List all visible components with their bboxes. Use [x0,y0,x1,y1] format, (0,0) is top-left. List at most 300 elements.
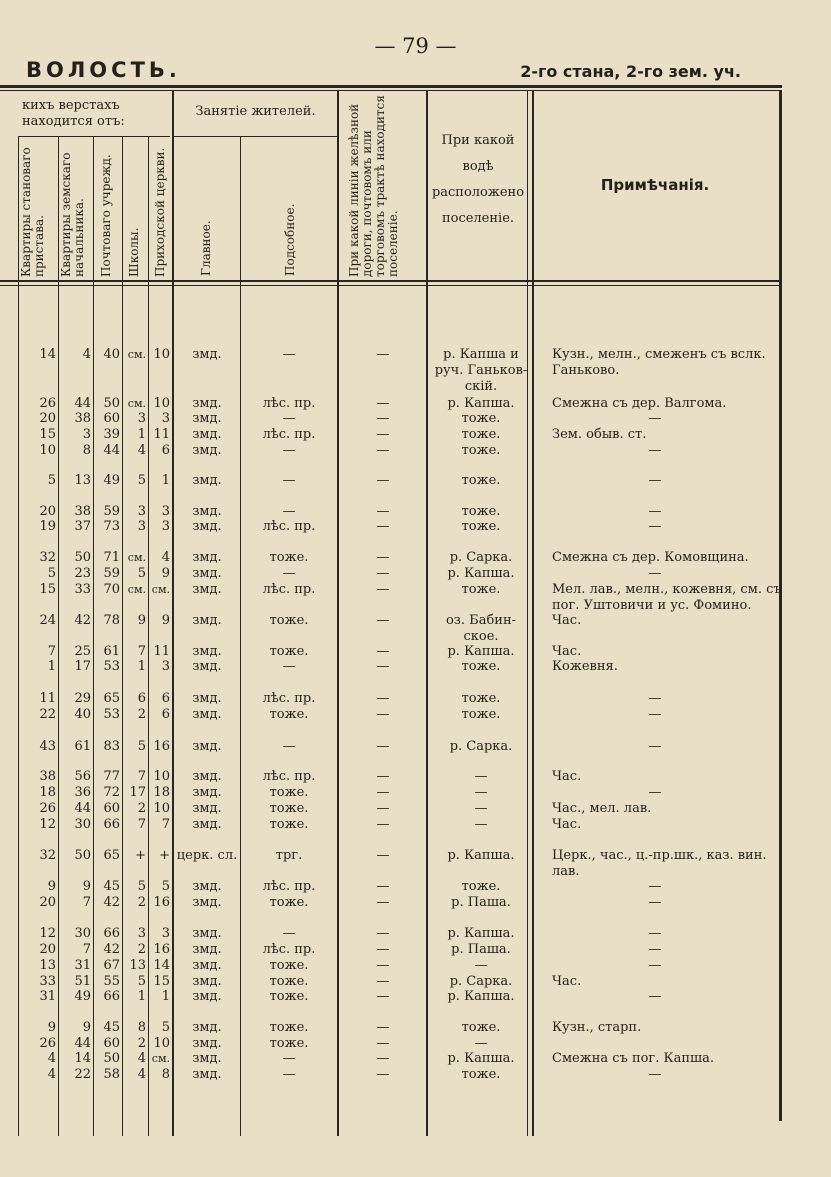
cell-road: — [376,1051,390,1066]
cell-note: — [648,566,662,581]
cell-aux-occupation: — [282,739,296,754]
cell-note: Час. [552,974,582,989]
cell-distance-1: 18 [39,785,56,800]
cell-aux-occupation: тоже. [269,785,309,800]
cell-distance-3: 66 [103,989,120,1004]
cell-main-occupation: змд. [192,707,222,722]
cell-distance-1: 12 [39,817,56,832]
header-col-notes: Примѣчанія. [600,176,710,194]
col-line [148,136,149,1136]
cell-distance-3: 65 [103,848,120,863]
cell-distance-4: 1 [137,659,146,674]
cell-road: — [376,566,390,581]
cell-distance-4: 2 [137,942,146,957]
cell-distance-2: 25 [74,644,91,659]
cell-distance-2: 44 [74,801,91,816]
cell-note: — [648,989,662,1004]
cell-distance-3: 50 [103,1051,120,1066]
cell-main-occupation: змд. [192,566,222,581]
cell-note: — [648,504,662,519]
cell-distance-5: 6 [161,691,170,706]
cell-main-occupation: змд. [192,989,222,1004]
cell-distance-2: 3 [82,427,91,442]
cell-distance-5: 5 [161,879,170,894]
cell-water: р. Капша. [447,926,515,941]
header-col-zemsky: Квартиры земскаго начальника. [59,152,86,277]
cell-distance-2: 8 [82,443,91,458]
cell-water: р. Капша. [447,989,515,1004]
cell-water: р. Капша. [447,848,515,863]
group-rule-occupation [172,136,337,137]
cell-aux-occupation: — [282,411,296,426]
cell-main-occupation: змд. [192,1036,222,1051]
cell-road: — [376,974,390,989]
cell-distance-1: 33 [39,974,56,989]
cell-distance-5: 6 [161,443,170,458]
header-col-church: Приходской церкви. [153,147,167,277]
cell-distance-3: 53 [103,707,120,722]
cell-distance-1: 10 [39,443,56,458]
cell-distance-3: 71 [103,550,120,565]
cell-aux-occupation: — [282,566,296,581]
cell-aux-occupation: — [282,347,296,362]
cell-distance-4: 3 [137,519,146,534]
cell-distance-5: 10 [153,1036,170,1051]
cell-note: — [648,895,662,910]
cell-road: — [376,644,390,659]
cell-distance-1: 15 [39,582,56,597]
col-line [532,91,534,1136]
header-bottom-rule-2 [0,285,782,286]
cell-water: тоже. [461,473,501,488]
cell-distance-3: 66 [103,926,120,941]
cell-distance-4: 7 [137,817,146,832]
cell-aux-occupation: тоже. [269,974,309,989]
cell-road: — [376,739,390,754]
cell-distance-2: 56 [74,769,91,784]
cell-road: — [376,989,390,1004]
cell-distance-4: см. [127,397,146,410]
cell-distance-5: 16 [153,895,170,910]
cell-distance-5: 9 [161,613,170,628]
cell-road: — [376,443,390,458]
cell-road: — [376,769,390,784]
cell-main-occupation: змд. [192,974,222,989]
cell-main-occupation: церк. сл. [176,848,238,863]
cell-distance-2: 22 [74,1067,91,1082]
cell-water: р. Сарка. [449,739,513,754]
cell-aux-occupation: тоже. [269,817,309,832]
cell-distance-2: 50 [74,550,91,565]
cell-water: р. Капша. [447,1051,515,1066]
cell-main-occupation: змд. [192,739,222,754]
cell-distance-2: 7 [82,942,91,957]
cell-aux-occupation: лѣс. пр. [262,519,316,534]
cell-road: — [376,519,390,534]
cell-aux-occupation: лѣс. пр. [262,427,316,442]
cell-water: — [474,801,488,816]
cell-main-occupation: змд. [192,396,222,411]
cell-note: Кузн., мелн., смеженъ съ вслк. Ганьково. [552,347,766,378]
cell-distance-2: 9 [82,1020,91,1035]
cell-distance-5: 1 [161,989,170,1004]
cell-distance-4: 8 [137,1020,146,1035]
cell-road: — [376,504,390,519]
cell-aux-occupation: тоже. [269,989,309,1004]
cell-distance-1: 20 [39,942,56,957]
cell-distance-2: 17 [74,659,91,674]
cell-distance-3: 45 [103,879,120,894]
cell-distance-5: см. [151,583,170,596]
cell-distance-1: 4 [47,1067,56,1082]
cell-main-occupation: змд. [192,504,222,519]
cell-distance-1: 1 [47,659,56,674]
cell-water: — [474,785,488,800]
cell-distance-1: 11 [39,691,56,706]
cell-road: — [376,926,390,941]
cell-distance-3: 42 [103,895,120,910]
cell-aux-occupation: трг. [275,848,303,863]
cell-distance-4: 5 [137,739,146,754]
cell-aux-occupation: тоже. [269,613,309,628]
cell-distance-4: 3 [137,926,146,941]
cell-main-occupation: змд. [192,926,222,941]
cell-distance-4: 2 [137,707,146,722]
header-right: 2-го стана, 2-го зем. уч. [520,62,741,81]
cell-note: — [648,958,662,973]
header-col-water: При какой водѣ расположено поселеніе. [431,133,525,226]
cell-aux-occupation: лѣс. пр. [262,942,316,957]
cell-distance-3: 50 [103,396,120,411]
cell-distance-1: 19 [39,519,56,534]
cell-road: — [376,396,390,411]
cell-distance-2: 9 [82,879,91,894]
cell-distance-4: + [135,848,146,863]
cell-water: тоже. [461,519,501,534]
cell-distance-3: 45 [103,1020,120,1035]
cell-water: тоже. [461,659,501,674]
cell-distance-3: 83 [103,739,120,754]
cell-road: — [376,817,390,832]
cell-water: тоже. [461,427,501,442]
cell-main-occupation: змд. [192,427,222,442]
cell-road: — [376,785,390,800]
cell-road: — [376,550,390,565]
cell-note: Кожевня. [552,659,618,674]
header-col-stanovoy: Квартиры становаго пристава. [19,147,46,277]
cell-distance-2: 29 [74,691,91,706]
cell-water: — [474,958,488,973]
col-line [93,136,94,1136]
cell-distance-2: 40 [74,707,91,722]
cell-note: Час., мел. лав. [552,801,652,816]
cell-water: тоже. [461,504,501,519]
cell-distance-4: 17 [129,785,146,800]
cell-distance-1: 26 [39,396,56,411]
cell-distance-5: 10 [153,801,170,816]
cell-distance-3: 67 [103,958,120,973]
cell-distance-5: 7 [161,817,170,832]
cell-distance-1: 12 [39,926,56,941]
cell-distance-4: 3 [137,504,146,519]
cell-distance-3: 73 [103,519,120,534]
cell-water: — [474,817,488,832]
cell-water: р. Паша. [451,942,511,957]
cell-note: — [648,411,662,426]
cell-aux-occupation: лѣс. пр. [262,769,316,784]
cell-aux-occupation: тоже. [269,895,309,910]
cell-note: Смежна съ пог. Капша. [552,1051,714,1066]
cell-aux-occupation: — [282,504,296,519]
cell-distance-2: 42 [74,613,91,628]
cell-aux-occupation: — [282,443,296,458]
cell-main-occupation: змд. [192,801,222,816]
cell-note: Смежна съ дер. Комовщина. [552,550,749,565]
cell-distance-5: 4 [161,550,170,565]
cell-main-occupation: змд. [192,613,222,628]
cell-distance-3: 59 [103,504,120,519]
cell-distance-1: 5 [47,473,56,488]
cell-distance-4: 5 [137,974,146,989]
cell-water: — [474,1036,488,1051]
cell-distance-4: 9 [137,613,146,628]
cell-distance-5: 10 [153,769,170,784]
col-line [240,136,241,1136]
cell-water: р. Капша. [447,566,515,581]
cell-distance-1: 22 [39,707,56,722]
cell-note: Кузн., старп. [552,1020,642,1035]
cell-distance-1: 5 [47,566,56,581]
cell-main-occupation: змд. [192,958,222,973]
top-rule-thick [0,85,782,88]
cell-distance-5: 5 [161,1020,170,1035]
cell-main-occupation: змд. [192,644,222,659]
cell-road: — [376,1036,390,1051]
cell-distance-3: 59 [103,566,120,581]
cell-distance-4: см. [127,348,146,361]
cell-distance-3: 60 [103,1036,120,1051]
cell-distance-3: 65 [103,691,120,706]
cell-aux-occupation: лѣс. пр. [262,582,316,597]
cell-main-occupation: змд. [192,691,222,706]
col-line [58,136,59,1136]
cell-distance-5: 10 [153,396,170,411]
cell-note: Час. [552,613,582,628]
cell-distance-3: 61 [103,644,120,659]
cell-distance-5: см. [151,1052,170,1065]
cell-distance-5: 14 [153,958,170,973]
cell-distance-2: 30 [74,817,91,832]
cell-water: оз. Бабин-ское. [445,613,517,644]
top-rule-thin [0,90,782,91]
cell-main-occupation: змд. [192,659,222,674]
cell-distance-5: 3 [161,504,170,519]
cell-distance-4: 4 [137,1067,146,1082]
cell-distance-1: 43 [39,739,56,754]
cell-distance-3: 70 [103,582,120,597]
cell-road: — [376,1020,390,1035]
cell-aux-occupation: лѣс. пр. [262,396,316,411]
cell-distance-2: 13 [74,473,91,488]
header-col-post: Почтоваго учрежд. [99,154,113,277]
cell-distance-2: 23 [74,566,91,581]
cell-water: р. Капша. [447,396,515,411]
cell-distance-3: 60 [103,411,120,426]
col-line [18,136,19,1136]
cell-water: р. Капша. [447,644,515,659]
cell-note: Час. [552,769,582,784]
cell-distance-3: 44 [103,443,120,458]
cell-distance-1: 7 [47,644,56,659]
cell-main-occupation: змд. [192,895,222,910]
cell-distance-4: 1 [137,989,146,1004]
cell-water: тоже. [461,411,501,426]
cell-main-occupation: змд. [192,443,222,458]
cell-distance-4: 4 [137,443,146,458]
cell-aux-occupation: лѣс. пр. [262,691,316,706]
col-line [337,91,339,1136]
cell-water: тоже. [461,691,501,706]
cell-distance-1: 9 [47,1020,56,1035]
cell-aux-occupation: тоже. [269,801,309,816]
cell-water: р. Капша и руч. Ганьков-скій. [434,347,528,394]
cell-distance-5: 11 [153,427,170,442]
cell-aux-occupation: тоже. [269,1036,309,1051]
cell-distance-1: 15 [39,427,56,442]
cell-road: — [376,958,390,973]
cell-distance-4: 6 [137,691,146,706]
cell-road: — [376,801,390,816]
cell-water: тоже. [461,707,501,722]
cell-road: — [376,707,390,722]
cell-distance-3: 55 [103,974,120,989]
cell-distance-3: 60 [103,801,120,816]
cell-note: — [648,443,662,458]
cell-distance-5: + [159,848,170,863]
cell-main-occupation: змд. [192,942,222,957]
cell-distance-2: 44 [74,1036,91,1051]
cell-distance-4: 3 [137,411,146,426]
header-bottom-rule [0,280,782,282]
cell-main-occupation: змд. [192,1020,222,1035]
cell-main-occupation: змд. [192,1067,222,1082]
cell-main-occupation: змд. [192,347,222,362]
cell-distance-1: 20 [39,895,56,910]
cell-distance-2: 14 [74,1051,91,1066]
page-number: — 79 — [374,34,457,58]
cell-distance-1: 32 [39,848,56,863]
header-col-school: Школы. [127,227,141,277]
cell-aux-occupation: тоже. [269,707,309,722]
cell-road: — [376,691,390,706]
cell-main-occupation: змд. [192,550,222,565]
cell-distance-1: 13 [39,958,56,973]
cell-distance-4: 5 [137,566,146,581]
header-col-aux: Подсобное. [283,203,297,276]
cell-distance-2: 36 [74,785,91,800]
cell-distance-2: 4 [82,347,91,362]
cell-distance-4: 5 [137,473,146,488]
cell-road: — [376,848,390,863]
cell-distance-4: 7 [137,644,146,659]
cell-road: — [376,473,390,488]
cell-main-occupation: змд. [192,582,222,597]
cell-road: — [376,1067,390,1082]
cell-note: — [648,739,662,754]
cell-distance-4: 2 [137,895,146,910]
cell-water: р. Паша. [451,895,511,910]
cell-distance-2: 44 [74,396,91,411]
cell-distance-5: 3 [161,519,170,534]
cell-aux-occupation: — [282,659,296,674]
cell-road: — [376,942,390,957]
cell-distance-2: 37 [74,519,91,534]
cell-distance-3: 58 [103,1067,120,1082]
cell-distance-1: 26 [39,801,56,816]
cell-road: — [376,879,390,894]
col-line [122,136,123,1136]
cell-distance-2: 49 [74,989,91,1004]
cell-road: — [376,659,390,674]
cell-note: Зем. обыв. ст. [552,427,647,442]
cell-distance-5: 6 [161,707,170,722]
cell-water: тоже. [461,582,501,597]
cell-note: — [648,1067,662,1082]
cell-distance-1: 20 [39,504,56,519]
cell-distance-4: 4 [137,1051,146,1066]
cell-distance-5: 1 [161,473,170,488]
cell-aux-occupation: тоже. [269,550,309,565]
cell-distance-4: 13 [129,958,146,973]
cell-note: Мел. лав., мелн., кожевня, см. съ пог. Уштовичи и ус. Фомино. [552,582,782,613]
cell-distance-5: 8 [161,1067,170,1082]
cell-main-occupation: змд. [192,411,222,426]
cell-distance-5: 3 [161,411,170,426]
cell-distance-4: 2 [137,801,146,816]
cell-distance-1: 32 [39,550,56,565]
cell-distance-1: 24 [39,613,56,628]
cell-main-occupation: змд. [192,1051,222,1066]
cell-note: — [648,942,662,957]
cell-distance-5: 11 [153,644,170,659]
cell-water: тоже. [461,1067,501,1082]
cell-distance-1: 26 [39,1036,56,1051]
cell-distance-5: 3 [161,659,170,674]
cell-aux-occupation: лѣс. пр. [262,879,316,894]
cell-distance-1: 9 [47,879,56,894]
cell-road: — [376,427,390,442]
cell-distance-4: 5 [137,879,146,894]
cell-main-occupation: змд. [192,785,222,800]
cell-distance-3: 42 [103,942,120,957]
cell-note: — [648,691,662,706]
header-col-main: Главное. [199,220,213,276]
cell-main-occupation: змд. [192,473,222,488]
cell-road: — [376,582,390,597]
header-distance-group: кихъ верстахъ находится отъ: [22,98,125,129]
cell-water: тоже. [461,879,501,894]
cell-distance-5: 18 [153,785,170,800]
cell-distance-3: 40 [103,347,120,362]
cell-water: р. Сарка. [449,974,513,989]
cell-main-occupation: змд. [192,519,222,534]
cell-distance-4: 7 [137,769,146,784]
cell-distance-3: 39 [103,427,120,442]
cell-distance-5: 3 [161,926,170,941]
cell-distance-3: 53 [103,659,120,674]
cell-distance-2: 38 [74,411,91,426]
cell-distance-3: 72 [103,785,120,800]
